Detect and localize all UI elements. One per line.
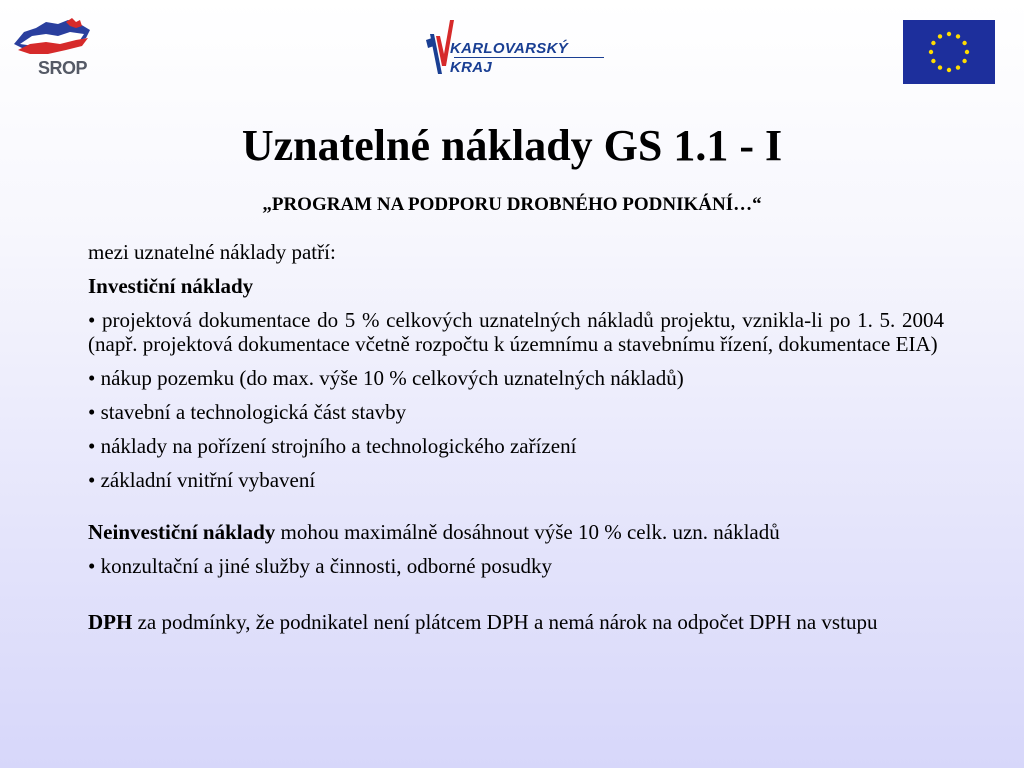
list-item: • stavební a technologická část stavby (88, 400, 407, 424)
investment-heading-label: Investiční náklady (88, 274, 254, 298)
list-item: • nákup pozemku (do max. výše 10 % celkových uznatelných nákladů) (88, 366, 684, 390)
eu-stars-icon (903, 20, 995, 84)
list-item: • základní vnitřní vybavení (88, 468, 316, 492)
content-body (88, 240, 944, 644)
noninvestment-paragraph (88, 520, 944, 544)
investment-heading (88, 274, 944, 298)
noninvestment-heading: Neinvestiční náklady (88, 520, 276, 544)
vat-text: za podmínky, že podnikatel není plátcem DPH a nemá nárok na odpočet DPH na vstupu (132, 610, 878, 634)
vat-paragraph (88, 610, 944, 634)
srop-map-icon (10, 14, 98, 62)
vat-heading: DPH (88, 610, 133, 634)
noninvestment-text: mohou maximálně dosáhnout výše 10 % celk. uzn. nákladů (275, 520, 780, 544)
list-item: • projektová dokumentace do 5 % celkových uznatelných nákladů projektu, vznikla-li po 1. 5. 2004 (např. projektová dokumentace včetně rozpočtu k územnímu a stavebnímu řízení, dokumentace EIA) (88, 308, 944, 356)
page-subtitle: „PROGRAM NA PODPORU DROBNÉHO PODNIKÁNÍ…“ (262, 194, 762, 215)
list-item: • konzultační a jiné služby a činnosti, odborné posudky (88, 554, 553, 578)
kraj-logo-text (450, 40, 568, 76)
srop-logo (10, 14, 98, 84)
kraj-logo-underline (454, 57, 604, 58)
page-title: Uznatelné náklady GS 1.1 - I (241, 121, 783, 170)
intro-text: mezi uznatelné náklady patří: (88, 240, 336, 264)
srop-logo-text: SROP (38, 58, 88, 78)
karlovarsky-kraj-logo (424, 16, 604, 82)
kraj-logo-line2: KRAJ (450, 59, 493, 76)
list-item: • náklady na pořízení strojního a technologického zařízení (88, 434, 577, 458)
eu-flag (903, 20, 995, 84)
kraj-logo-line1: KARLOVARSKÝ (450, 40, 569, 57)
